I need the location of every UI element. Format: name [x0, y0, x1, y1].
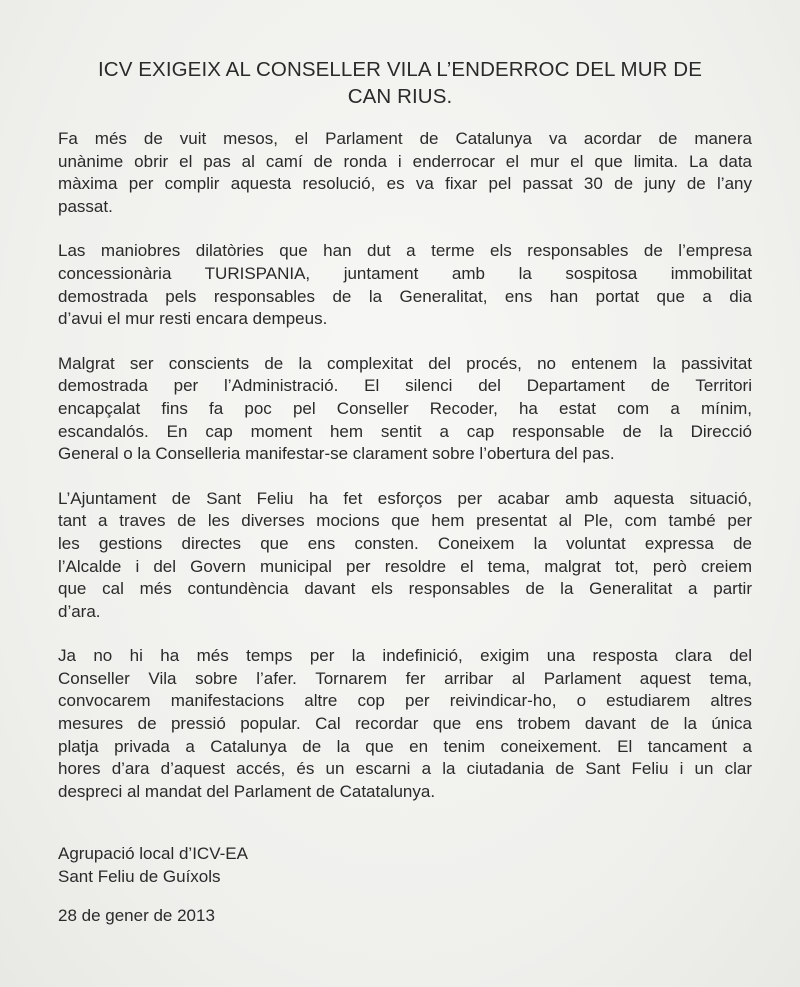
- title-line: CAN RIUS.: [347, 85, 453, 108]
- text-line: d’avui el mur resti encara dempeus.: [58, 309, 328, 329]
- paragraph-4: [58, 488, 752, 624]
- text-line: concessionària TURISPANIA, juntament amb la sospitosa immobilitat: [58, 263, 752, 283]
- text-line: mesures de pressió popular. Cal recordar que ens trobem davant de la única: [58, 714, 752, 734]
- text-line: L’Ajuntament de Sant Feliu ha fet esforços per acabar amb aquesta situació,: [58, 488, 752, 508]
- text-line: que cal més contundència davant els responsables de la Generalitat a partir: [58, 579, 752, 599]
- text-line: l’Alcalde i del Govern municipal per resoldre el tema, malgrat tot, però creiem: [58, 556, 752, 576]
- paragraph-5: [58, 645, 752, 803]
- signature-organization: Agrupació local d’ICV-EA: [58, 844, 248, 864]
- text-line: demostrada per l’Administració. El silenci del Departament de Territori: [58, 376, 752, 396]
- paragraph-1: [58, 128, 752, 218]
- text-line: Conseller Vila sobre l’afer. Tornarem fer arribar al Parlament aquest tema,: [58, 668, 752, 688]
- title-line: ICV EXIGEIX AL CONSELLER VILA L’ENDERROC DEL MUR DE: [98, 58, 702, 81]
- text-line: General o la Conselleria manifestar-se clarament sobre l’obertura del pas.: [58, 444, 615, 464]
- text-line: passat.: [58, 196, 113, 216]
- text-line: hores d’ara d’aquest accés, és un escarni a la ciutadania de Sant Feliu i un clar: [58, 759, 752, 779]
- document-date: 28 de gener de 2013: [58, 905, 215, 925]
- text-line: d’ara.: [58, 601, 101, 621]
- document-title: [58, 56, 752, 110]
- text-line: Ja no hi ha més temps per la indefinició, exigim una resposta clara del: [58, 646, 752, 666]
- text-line: les gestions directes que ens consten. Coneixem la voluntat expressa de: [58, 533, 752, 553]
- signature-block: [58, 843, 752, 888]
- paragraph-2: [58, 240, 752, 330]
- paragraph-3: [58, 353, 752, 466]
- text-line: Malgrat ser conscients de la complexitat del procés, no entenem la passivitat: [58, 353, 752, 373]
- signature-location: Sant Feliu de Guíxols: [58, 867, 221, 887]
- text-line: màxima per complir aquesta resolució, es va fixar pel passat 30 de juny de l’any: [58, 174, 752, 194]
- text-line: demostrada pels responsables de la Generalitat, ens han portat que a dia: [58, 286, 752, 306]
- text-line: Las maniobres dilatòries que han dut a terme els responsables de l’empresa: [58, 241, 752, 261]
- text-line: despreci al mandat del Parlament de Catatalunya.: [58, 781, 436, 801]
- text-line: escandalós. En cap moment hem sentit a cap responsable de la Direcció: [58, 421, 752, 441]
- document-body: [58, 128, 752, 803]
- text-line: platja privada a Catalunya de la que en tenim coneixement. El tancament a: [58, 736, 752, 756]
- text-line: unànime obrir el pas al camí de ronda i enderrocar el mur el que limita. La data: [58, 151, 752, 171]
- text-line: Fa més de vuit mesos, el Parlament de Catalunya va acordar de manera: [58, 129, 752, 148]
- text-line: tant a traves de les diverses mocions que hem presentat al Ple, com també per: [58, 511, 752, 531]
- text-line: encapçalat fins fa poc pel Conseller Recoder, ha estat com a mínim,: [58, 398, 752, 418]
- text-line: convocarem manifestacions altre cop per reivindicar-ho, o estudiarem altres: [58, 691, 752, 711]
